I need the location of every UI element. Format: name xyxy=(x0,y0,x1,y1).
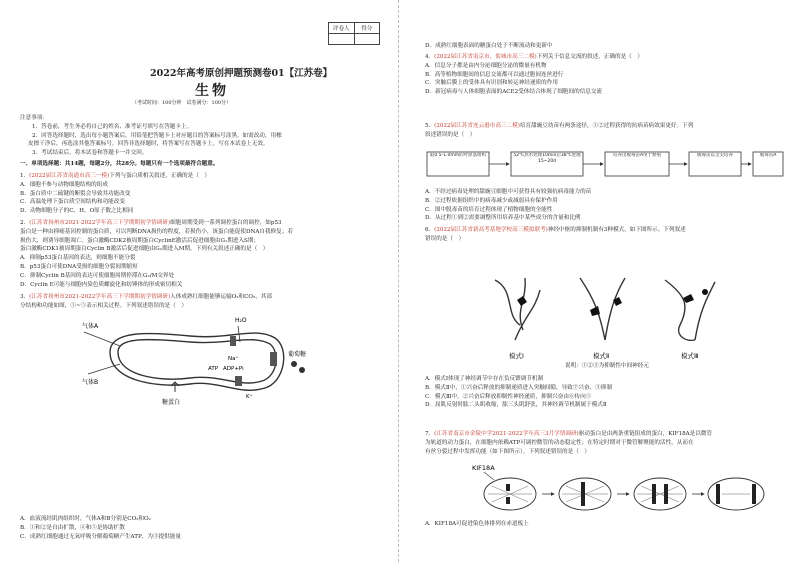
q5-source: (2022届江苏省连云港市高三二模) xyxy=(434,123,520,129)
q4-option-a[interactable]: A．信息分子都是由内分泌细胞分泌的微量有机物 xyxy=(425,62,547,69)
q7-line: 驱动蛋白是由两条重链组成的蛋白，KIF18A是以微管 xyxy=(578,431,713,437)
q7-option-a[interactable]: A．KIF18A可促进染色体排列在赤道板上 xyxy=(425,521,529,527)
q1-option-a[interactable]: A．细胞不参与动物细胞结构的组成 xyxy=(20,181,108,188)
question-6-options xyxy=(425,375,785,410)
arrow-gas-a xyxy=(84,332,120,346)
glucose-molecule xyxy=(291,361,297,367)
na-label: Na⁺ xyxy=(228,356,239,362)
flow-box-1-text: 取0.5-1.0mm的叶原基组织 xyxy=(429,153,487,158)
q3-option-c[interactable]: C．成熟红细胞通过无氧呼吸分解葡萄糖产生ATP，为③提供能量 xyxy=(20,533,181,540)
flow-box-3-text: 培养出脱毒苗A用于繁殖 xyxy=(612,153,662,158)
glucose-transporter xyxy=(270,352,277,366)
note-item: 3．考试结束后，将本试卷和答题卡一并交回。 xyxy=(32,150,148,157)
question-3-options xyxy=(20,515,380,541)
adp-label: ADP+Pi xyxy=(223,366,244,372)
q2-option-b[interactable]: B．p53蛋白可使DNA受损的细胞分裂间期缩短 xyxy=(20,263,138,270)
score-table xyxy=(328,22,380,45)
gas-a-label: 气体A xyxy=(82,323,99,330)
q1-number: 1． xyxy=(20,173,30,179)
mode-3-figure xyxy=(665,280,715,340)
glucose-molecule xyxy=(299,367,305,373)
note-item: 2．回答选择题时，选出每小题答案后，用铅笔把答题卡上对应题目的答案标号涂黑。如需改动，用橡 xyxy=(32,132,282,139)
question-5-options xyxy=(425,188,785,223)
gas-b-label: 气体B xyxy=(82,379,99,386)
mitosis-stage xyxy=(634,478,686,510)
q5-number: 5． xyxy=(425,123,435,129)
q3-source: (江苏省扬州市2021-2022学年高三下学期期初学情调研) xyxy=(29,294,171,300)
q2-option-a[interactable]: A．抑制p53蛋白基因的表达，则细胞不能分裂 xyxy=(20,255,136,262)
q2-line: 细胞周期受到一系列调控蛋白的调控，如p53 xyxy=(170,220,282,226)
q6-number: 6． xyxy=(425,227,435,233)
q5-line: 培育甜豌豆幼苗有两条途径，①②过程获得的抗病苗病效果更好。下列 xyxy=(519,123,694,129)
glycoprotein-label: 糖蛋白 xyxy=(162,399,181,406)
q6-line: 神经中枢的抑制机制有3种模式，如下图所示。下列叙述 xyxy=(547,227,686,233)
q2-option-d[interactable]: D．Cyclin E可能与细胞内染色质螺旋化和纺锤体的形成密切相关 xyxy=(20,281,183,288)
flow-box-4-text: 脱毒苗以茎尖培养 xyxy=(697,153,733,158)
mitosis-stage xyxy=(559,478,611,510)
q1-option-c[interactable]: C．高温处理下蛋白质空间结构和功能改变 xyxy=(20,199,125,206)
q3-number: 3． xyxy=(20,294,30,300)
q2-option-c[interactable]: C．抑制Cyclin B基因的表达可使细胞周期停滞在G₂/M交界处 xyxy=(20,272,175,279)
mode-1-label: 模式Ⅰ xyxy=(509,352,524,360)
q2-number: 2． xyxy=(20,220,30,226)
cell-membrane-inner xyxy=(118,340,276,383)
arrow-gas-b xyxy=(88,364,120,374)
q5-option-b[interactable]: B．②过程依据组织中的病毒减少或减弱具有保护作用 xyxy=(425,197,558,204)
q2-line: 损伤大，则诱导细胞凋亡。蛋白激酶CDK2被周期蛋白CyclinE激活后促进细胞由G₁期进入S期； xyxy=(20,237,260,244)
exam-meta: （考试时间：100分钟 试卷满分：100分） xyxy=(132,100,232,106)
k-label: K⁺ xyxy=(246,394,253,400)
note-item: 皮擦干净后，再选涂其他答案标号。回答非选择题时，将答案写在答题卡上。写在本试卷上无效。 xyxy=(28,141,269,148)
q2-line: 蛋白激酶CDK1被周期蛋白Cyclin B激活后促进细胞由G₂期进入M期。下列有关叙述正确的是（ ） xyxy=(20,246,269,253)
glucose-label: 葡萄糖 xyxy=(288,351,307,358)
q7-number: 7． xyxy=(425,431,435,437)
question-2 xyxy=(20,219,380,289)
q6-source: (2022届江苏省新高考基地学校高三模拟联考) xyxy=(434,227,548,233)
q4-number: 4． xyxy=(425,54,435,60)
q1-option-b[interactable]: B．蛋白质中二硫键的断裂会导致其功能改变 xyxy=(20,190,131,197)
question-5 xyxy=(425,122,785,140)
q2-line: 蛋白是一种由抑癌基因控制的蛋白质，可以判断DNA损伤的程度，若损伤小，该蛋白能促使DNA自我修复；若 xyxy=(20,228,293,235)
question-3 xyxy=(20,293,380,311)
kif18a-pointer xyxy=(484,472,494,480)
neural-inhibition-diagram xyxy=(485,270,745,362)
score-table-grader: 评卷人 xyxy=(329,23,355,34)
glycoprotein-marker xyxy=(171,382,179,392)
flow-box-5-text: 脱毒苗A xyxy=(759,153,777,158)
q5-option-a[interactable]: A．不经过病毒处理的甜豌豆细胞中可获得具有较强抗病毒能力的苗 xyxy=(425,189,592,195)
question-7 xyxy=(425,430,785,456)
mitosis-stage xyxy=(708,478,764,510)
q3-line: 人体成熟红细胞能够运输O₂和CO₂，其部 xyxy=(170,294,273,300)
q2-source: (江苏省扬州市2021-2022学年高三下学期期初学情调研) xyxy=(29,220,171,226)
mode-1-figure xyxy=(495,278,540,340)
q1-stem: 下列与蛋白质相关叙述，正确的是（ ） xyxy=(109,173,210,179)
question-3-option-d-block xyxy=(425,42,785,51)
mitosis-stage xyxy=(484,478,536,510)
flow-box-2-text: 52℃热水处理10min后38℃处理15~20d xyxy=(513,153,581,164)
kif18a-label: KIF18A xyxy=(472,464,495,472)
q3-line: 分结构和功能如图，①~⑤表示相关过程。下列叙述错误的是（ ） xyxy=(20,302,187,309)
red-blood-cell-diagram xyxy=(80,312,320,408)
question-7-options xyxy=(425,520,785,529)
q4-source: (2022届江苏省南京市、盐城市高三二模) xyxy=(434,54,537,60)
q6-caption: 说明：①②③为抑制性中间神经元 xyxy=(565,363,649,369)
atp-label: ATP xyxy=(208,366,219,372)
mode-2-figure xyxy=(580,278,625,340)
q3-option-a[interactable]: A．血液流经肌肉组织时，气体A和B分别是CO₂和O₂ xyxy=(20,516,151,522)
score-table-score: 得分 xyxy=(354,23,380,34)
na-k-pump xyxy=(235,376,242,386)
q6-line: 错误的是（ ） xyxy=(425,235,465,242)
mode-2-label: 模式Ⅱ xyxy=(593,352,610,360)
q3-option-b[interactable]: B．①和②是自由扩散，④和⑤是协助扩散 xyxy=(20,524,125,531)
q5-option-d[interactable]: D．从过程①到②需要调整所用培养基中某些成分的含量和比例 xyxy=(425,215,581,222)
q5-line: 叙述错误的是（ ） xyxy=(425,131,476,138)
section-heading: 一、单项选择题：共14题，每题2分，共28分。每题只有一个选项最符合题意。 xyxy=(20,160,219,167)
q4-option-d[interactable]: D．新冠病毒与人体细胞表面的ACE2受体结合体现了细胞间的信息交流 xyxy=(425,89,603,96)
notes-block xyxy=(20,114,380,169)
note-item: 1．答卷前，考生务必将自己的姓名、准考证号填写在答题卡上。 xyxy=(32,123,193,130)
q4-stem: 下列关于信息交流的叙述，正确的是（ ） xyxy=(536,54,643,60)
aquaporin-channel xyxy=(230,336,236,346)
q4-option-c[interactable]: C．突触后膜上的受体具有识别和转运神经递质的作用 xyxy=(425,80,558,87)
q6-option-d[interactable]: D．屈肌反射时肱二头肌收缩，肱三头肌舒张，其神经调节机制属于模式Ⅱ xyxy=(425,402,607,409)
q4-option-b[interactable]: B．高等植物细胞间的信息交流都可以通过胞间连丝进行 xyxy=(425,71,564,78)
left-column xyxy=(10,0,380,562)
q6-option-b[interactable]: B．模式Ⅱ中，①兴奋后释放的抑制递质进入突触间隙，导致⑦兴奋、③抑制 xyxy=(425,384,612,391)
exam-title: 2022年高考原创押题预测卷01【江苏卷】 xyxy=(150,68,333,79)
q6-option-c[interactable]: C．模式Ⅲ中，②兴奋后释放抑制性神经递质，抑制兴奋由⑥传向⑤ xyxy=(425,393,592,400)
mode-3-label: 模式Ⅲ xyxy=(681,352,699,360)
question-4 xyxy=(425,53,785,97)
mitosis-diagram xyxy=(470,462,770,514)
q1-option-d[interactable]: D．动物细胞分子的C、H、O原子数之比相同 xyxy=(20,208,134,215)
water-label: H₂O xyxy=(235,317,247,324)
right-column xyxy=(410,0,780,562)
q7-source: (江苏省南京市金陵中学2021-2022学年高三3月学情调研) xyxy=(434,431,579,437)
q3-option-d[interactable]: D．成熟红细胞表面的糖蛋白处于不断流动和更新中 xyxy=(425,43,553,49)
q5-option-c[interactable]: C．图中脱毒苗的培育过程体现了植物细胞的全能性 xyxy=(425,206,553,213)
exam-subject: 生物 xyxy=(195,83,229,99)
question-1 xyxy=(20,172,380,216)
q7-line: 为轨道的动力蛋白，在细胞内依赖ATP可调控微管的动态稳定性；在特定时期对于微管解聚能的活性，从而在 xyxy=(425,439,694,446)
column-divider xyxy=(398,0,399,562)
q5-flowchart xyxy=(425,144,785,184)
notes-heading: 注意事项： xyxy=(20,115,48,121)
q7-line: 有丝分裂过程中发挥功能（如下图所示）。下列叙述错误的是（ ） xyxy=(425,448,591,455)
question-6 xyxy=(425,226,785,244)
q1-source: (2022届江苏省南通市高三一模) xyxy=(29,173,110,179)
q6-option-a[interactable]: A．模式Ⅰ体现了神经调节中存在负反馈调节机制 xyxy=(425,376,544,382)
